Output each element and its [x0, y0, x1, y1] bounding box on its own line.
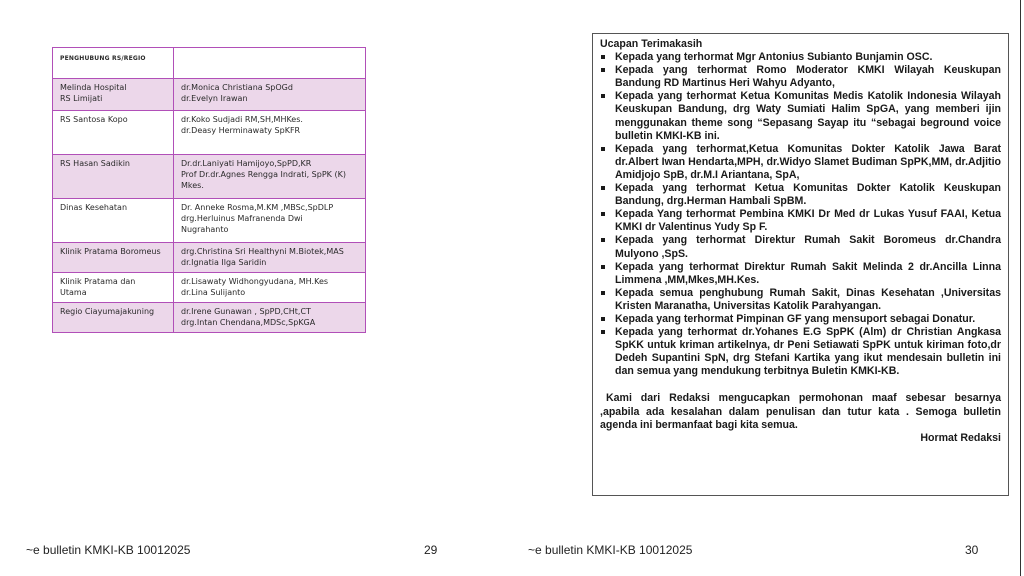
contact-name: drg.Herluinus Mafranenda Dwi	[181, 214, 303, 223]
list-item-text: Kepada yang terhormat dr.Yohanes E.G SpPK (Alm) dr Christian Angkasa SpKK untuk kriman artikelnya, dr Peni Setiawati SpPK untuk kiriman foto,dr Dedeh Supantini SpN, drg Stefani Kartika yang ikut mendesain bulletin ini dan semua yang mendukung terbitnya Buletin KMKI-KB.	[615, 326, 1001, 378]
place-name: Dinas Kesehatan	[60, 203, 128, 212]
acknowledgements-title: Ucapan Terimakasih	[600, 38, 703, 50]
table-row	[53, 155, 366, 199]
table-row	[53, 199, 366, 243]
place-name: Klinik Pratama Boromeus	[60, 247, 161, 256]
contact-name: dr.Irene Gunawan , SpPD,CHt,CT	[181, 307, 311, 316]
list-item-text: Kepada yang terhormat Direktur Rumah Sakit Melinda 2 dr.Ancilla Linna Limmena ,MM,Mkes,MH.Kes.	[615, 260, 1001, 286]
place-cell	[53, 303, 174, 333]
list-item-text: Kepada yang terhormat,Ketua Komunitas Dokter Katolik Jawa Barat dr.Albert Iwan Hendarta,MPH, dr.Widyo Slamet Budiman SpPK,MM, dr.Adjitio Amidjojo SpB, dr.M.I Ariantana, SpA,	[615, 142, 1001, 181]
list-item	[600, 234, 1001, 260]
square-bullet-icon	[601, 265, 605, 269]
list-item	[600, 326, 1001, 378]
contacts-cell	[174, 243, 366, 273]
table-row	[53, 273, 366, 303]
acknowledgements-box	[592, 33, 1009, 496]
table-header-cell-empty	[174, 48, 366, 79]
square-bullet-icon	[601, 238, 605, 242]
page-number: 30	[965, 543, 979, 557]
list-item	[600, 208, 1001, 234]
signoff: Hormat Redaksi	[920, 431, 1001, 444]
contact-name: Nugrahanto	[181, 225, 229, 234]
list-item	[600, 51, 1001, 64]
table-row	[53, 243, 366, 273]
square-bullet-icon	[601, 68, 605, 72]
contact-name: dr.Lina Sulijanto	[181, 288, 246, 297]
list-item	[600, 64, 1001, 90]
footer-label: ~e bulletin KMKI-KB 10012025	[26, 543, 191, 557]
square-bullet-icon	[601, 147, 605, 151]
place-cell	[53, 79, 174, 111]
contacts-cell	[174, 111, 366, 155]
page-edge-divider	[1020, 0, 1021, 576]
square-bullet-icon	[601, 186, 605, 190]
place-name: RS Limijati	[60, 94, 103, 103]
table-row	[53, 303, 366, 333]
footer-label: ~e bulletin KMKI-KB 10012025	[528, 543, 693, 557]
list-item-text: Kepada yang terhormat Ketua Komunitas Medis Katolik Indonesia Wilayah Keuskupan Bandung, drg Waty Sumiati Halim SpGA, yang memberi ijin menggunakan theme song “Sepasang Sayap itu “sebagai beground voice bulletin KMKI-KB ini.	[615, 90, 1001, 142]
list-item	[600, 143, 1001, 182]
list-item-text: Kepada semua penghubung Rumah Sakit, Dinas Kesehatan ,Universitas Kristen Maranatha, Universitas Katolik Parahyangan.	[615, 286, 1001, 312]
contact-name: Dr.dr.Laniyati Hamijoyo,SpPD,KR	[181, 159, 312, 168]
place-cell	[53, 199, 174, 243]
list-item	[600, 261, 1001, 287]
place-name: Regio Ciayumajakuning	[60, 307, 155, 316]
square-bullet-icon	[601, 212, 605, 216]
acknowledgements-list	[600, 51, 1001, 378]
contact-name: drg.Christina Sri Healthyni M.Biotek,MAS	[181, 247, 344, 256]
list-item	[600, 313, 1001, 326]
contact-name: dr.Koko Sudjadi RM,SH,MHKes.	[181, 115, 303, 124]
place-cell	[53, 273, 174, 303]
contacts-cell	[174, 155, 366, 199]
list-item-text: Kepada Yang terhormat Pembina KMKI Dr Med dr Lukas Yusuf FAAI, Ketua KMKI dr Valentinus Yudy Sp F.	[615, 208, 1001, 234]
contacts-cell	[174, 199, 366, 243]
contact-name: dr.Evelyn Irawan	[181, 94, 248, 103]
square-bullet-icon	[601, 94, 605, 98]
place-name: Utama	[60, 288, 87, 297]
liaison-table	[52, 47, 366, 333]
place-cell	[53, 155, 174, 199]
page-number: 29	[424, 543, 438, 557]
page-30	[512, 0, 1024, 576]
table-row	[53, 111, 366, 155]
contact-name: Prof Dr.dr.Agnes Rengga Indrati, SpPK (K)	[181, 170, 346, 179]
place-name: RS Santosa Kopo	[60, 115, 128, 124]
square-bullet-icon	[601, 317, 605, 321]
table-header-row	[53, 48, 366, 79]
list-item-text: Kepada yang terhormat Ketua Komunitas Dokter Katolik Keuskupan Bandung, drg.Herman Hambali SpBM.	[615, 182, 1001, 208]
contact-name: Mkes.	[181, 181, 204, 190]
square-bullet-icon	[601, 291, 605, 295]
closing-paragraph: Kami dari Redaksi mengucapkan permohonan maaf sebesar besarnya ,apabila ada kesalahan dalam penulisan dan tutur kata . Semoga bulletin agenda ini bermanfaat bagi kita semua.	[600, 392, 1001, 431]
contact-name: dr.Deasy Herminawaty SpKFR	[181, 126, 301, 135]
list-item-text: Kepada yang terhormat Romo Moderator KMKI Wilayah Keuskupan Bandung RD Martinus Heri Wahyu Adyanto,	[615, 64, 1001, 90]
place-name: Klinik Pratama dan	[60, 277, 136, 286]
list-item-text: Kepada yang terhormat Direktur Rumah Sakit Boromeus dr.Chandra Mulyono ,SpS.	[615, 234, 1001, 260]
list-item	[600, 287, 1001, 313]
square-bullet-icon	[601, 55, 605, 59]
table-header-cell: PENGHUBUNG RS/REGIO	[53, 48, 174, 79]
place-name: Melinda Hospital	[60, 83, 127, 92]
contact-name: dr.Ignatia Ilga Saridin	[181, 258, 267, 267]
contacts-cell	[174, 303, 366, 333]
contacts-cell	[174, 273, 366, 303]
place-cell	[53, 111, 174, 155]
square-bullet-icon	[601, 330, 605, 334]
list-item-text: Kepada yang terhormat Mgr Antonius Subianto Bunjamin OSC.	[615, 51, 933, 64]
contact-name: Dr. Anneke Rosma,M.KM ,MBSc,SpDLP	[181, 203, 334, 212]
contacts-cell	[174, 79, 366, 111]
list-item	[600, 182, 1001, 208]
list-item	[600, 90, 1001, 142]
contact-name: drg.Intan Chendana,MDSc,SpKGA	[181, 318, 316, 327]
place-cell	[53, 243, 174, 273]
list-item-text: Kepada yang terhormat Pimpinan GF yang mensuport sebagai Donatur.	[615, 312, 976, 325]
table-row	[53, 79, 366, 111]
contact-name: dr.Monica Christiana SpOGd	[181, 83, 293, 92]
contact-name: dr.Lisawaty Widhongyudana, MH.Kes	[181, 277, 329, 286]
place-name: RS Hasan Sadikin	[60, 159, 130, 168]
